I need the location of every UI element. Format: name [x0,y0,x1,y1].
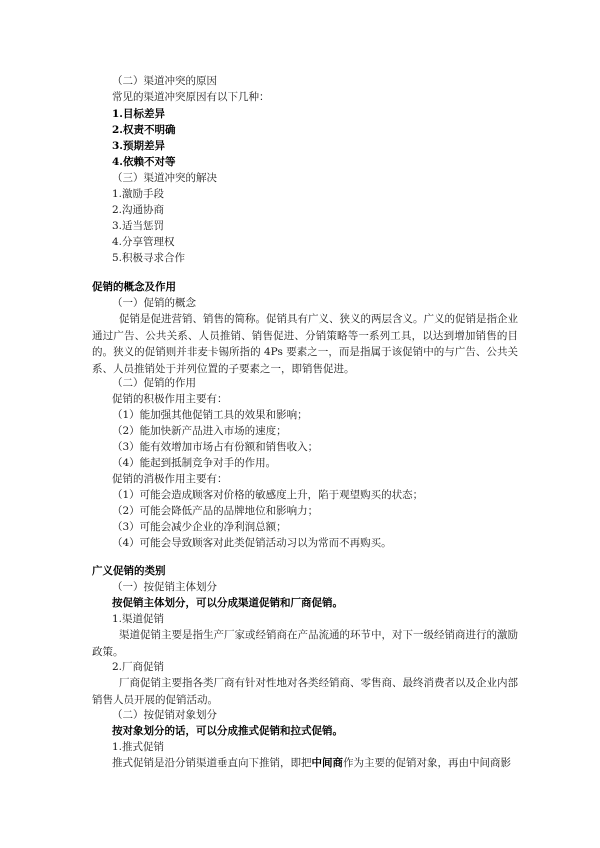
push-text-a: 推式促销是沿分销渠道垂直向下推销，即把 [112,757,312,769]
item-channel-promotion: 1.渠道促销 [112,613,165,625]
positive-effect-item: （4）能起到抵制竞争对手的作用。 [112,457,277,469]
solution-item: 3.适当惩罚 [112,220,165,232]
cause-item: 1.目标差异 [112,108,165,120]
section-title-promotion-concept: 促销的概念及作用 [92,281,176,293]
subheading-by-subject: （一）按促销主体划分 [112,581,217,593]
subheading-promotion-role: （二）促销的作用 [112,377,196,389]
causes-intro: 常见的渠道冲突原因有以下几种： [112,91,270,103]
paragraph-push-promotion [112,756,511,770]
negative-effect-item: （4）可能会导致顾客对此类促销活动习以为常而不再购买。 [112,537,392,549]
paragraph-manufacturer-promotion: 厂商促销主要指各类厂商有针对性地对各类经销商、零售商、最终消费者以及企业内部销售人员开展的促销活动。 [92,677,518,706]
cause-item: 3.预期差异 [112,140,165,152]
cause-item: 2.权责不明确 [112,124,176,136]
cause-item: 4.依赖不对等 [112,156,176,168]
key-sentence-by-target: 按对象划分的话，可以分成推式促销和拉式促销。 [112,725,343,737]
item-manufacturer-promotion: 2.厂商促销 [112,661,165,673]
section-heading-channel-conflict-causes: （二）渠道冲突的原因 [112,75,217,87]
paragraph-channel-promotion: 渠道促销主要是指生产厂家或经销商在产品流通的环节中，对下一级经销商进行的激励政策。 [92,629,518,658]
positive-effect-item: （2）能加快新产品进入市场的速度； [112,425,287,437]
solution-item: 2.沟通协商 [112,204,165,216]
item-push-promotion: 1.推式促销 [112,741,165,753]
push-text-b: 作为主要的促销对象，再由中间商影 [343,757,511,769]
section-title-promotion-categories: 广义促销的类别 [92,565,166,577]
subheading-by-target: （二）按促销对象划分 [112,709,217,721]
negative-effects-intro: 促销的消极作用主要有： [112,473,228,485]
key-sentence-by-subject: 按促销主体划分，可以分成渠道促销和厂商促销。 [112,597,343,609]
push-text-emphasis: 中间商 [311,757,343,769]
positive-effect-item: （1）能加强其他促销工具的效果和影响； [112,409,308,421]
positive-effect-item: （3）能有效增加市场占有份额和销售收入； [112,441,319,453]
positive-effects-intro: 促销的积极作用主要有： [112,393,228,405]
section-heading-channel-conflict-solutions: （三）渠道冲突的解决 [112,172,217,184]
solution-item: 4.分享管理权 [112,236,175,248]
solution-item: 1.激励手段 [112,188,165,200]
solution-item: 5.积极寻求合作 [112,252,186,264]
negative-effect-item: （3）可能会减少企业的净利润总额； [112,521,287,533]
paragraph-promotion-concept: 促销是促进营销、销售的简称。促销具有广义、狭义的两层含义。广义的促销是指企业通过广告、公共关系、人员推销、销售促进、分销策略等一系列工具，以达到增加销售的目的。狭义的促销则并非麦卡锡所指的 4Ps 要素之一，而是指属于该促销中的与广告、公共关系、人员推销处于并列位置的子要素之一，即销售促进。 [92,313,518,375]
negative-effect-item: （1）可能会造成顾客对价格的敏感度上升，陷于观望购买的状态； [112,489,424,501]
negative-effect-item: （2）可能会降低产品的品牌地位和影响力； [112,505,319,517]
subheading-promotion-concept: （一）促销的概念 [112,297,196,309]
